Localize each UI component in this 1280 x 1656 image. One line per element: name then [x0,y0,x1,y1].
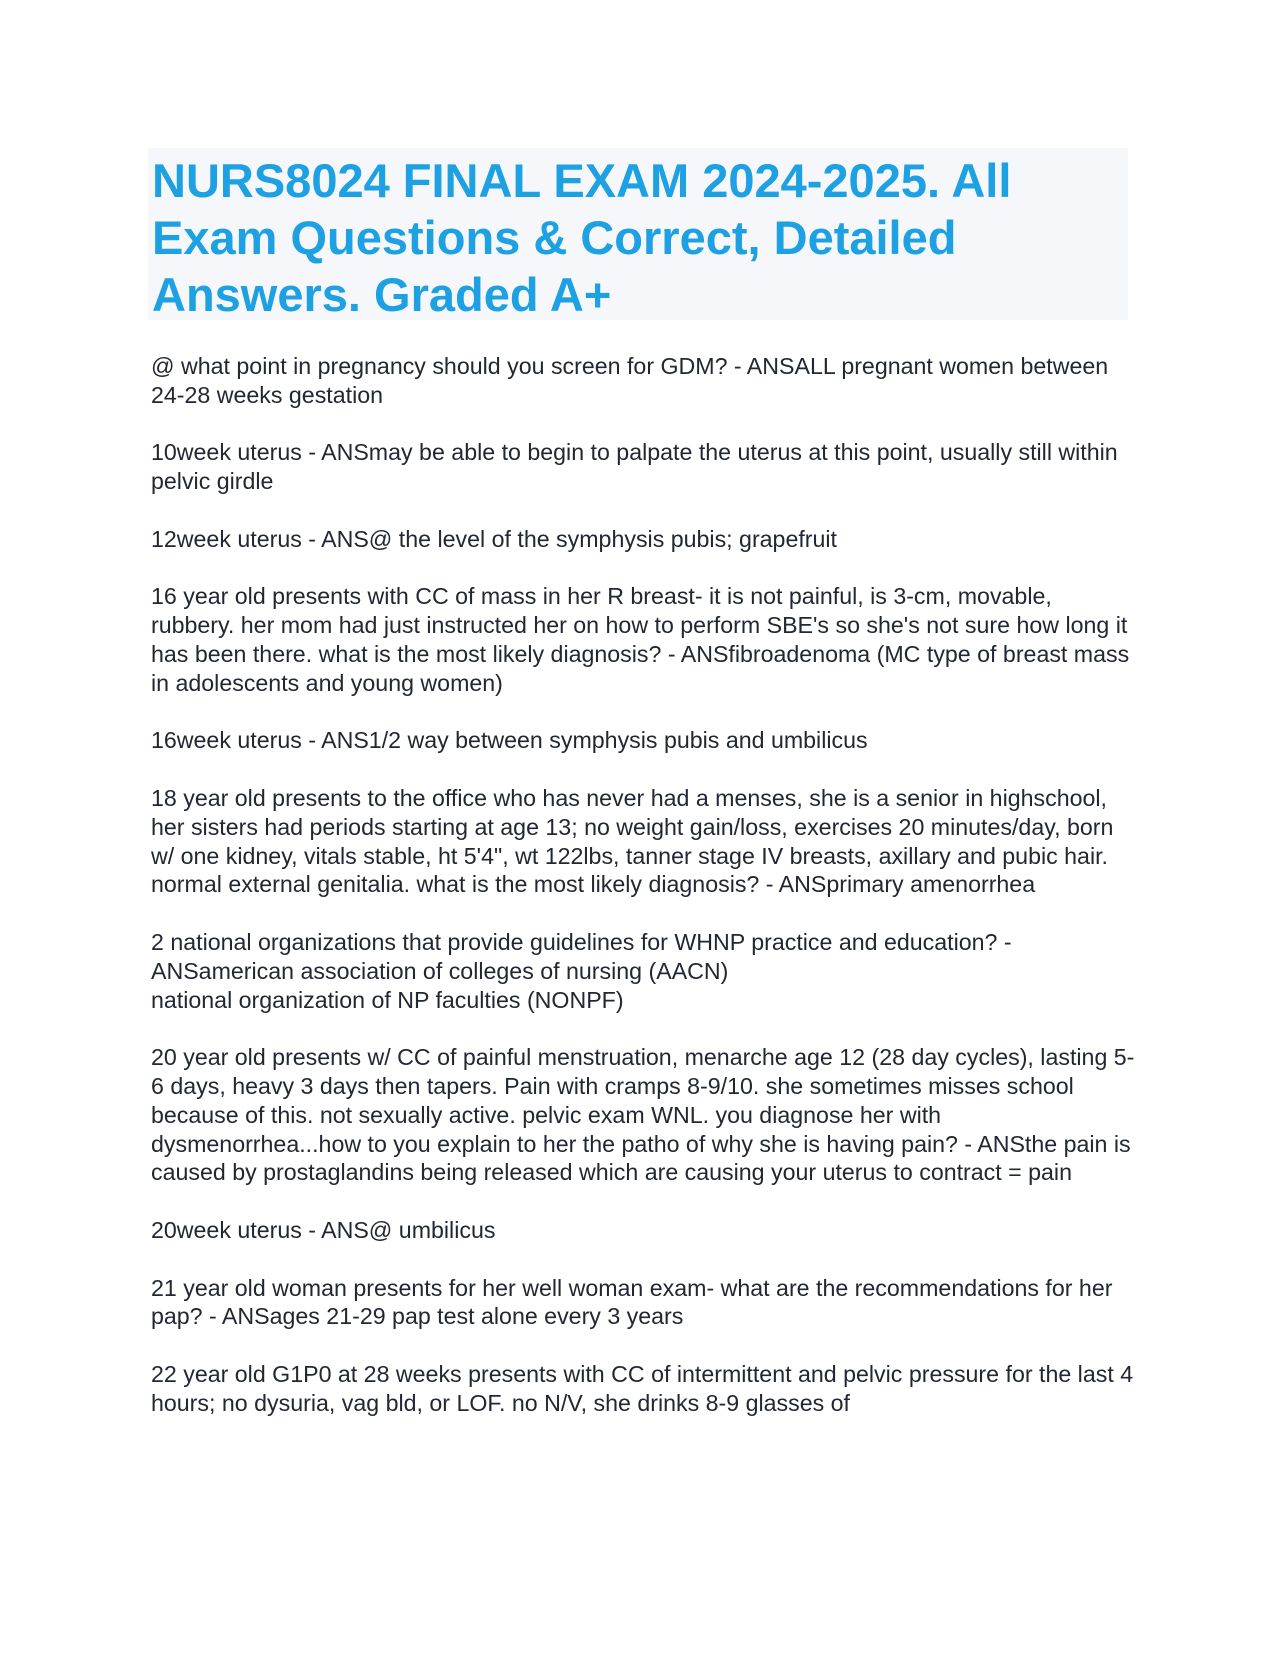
document-body [151,352,1135,1417]
document-title: NURS8024 FINAL EXAM 2024-2025. All Exam Questions & Correct, Detailed Answers. Graded A+ [152,154,1012,321]
qa-entry: 22 year old G1P0 at 28 weeks presents with CC of intermittent and pelvic pressure for the last 4 hours; no dysuria, vag bld, or LOF. no N/V, she drinks 8-9 glasses of [151,1360,1134,1416]
qa-entry: 12week uterus - ANS@ the level of the symphysis pubis; grapefruit [151,525,838,552]
qa-entry: 18 year old presents to the office who has never had a menses, she is a senior in highschool, her sisters had periods starting at age 13; no weight gain/loss, exercises 20 minutes/day, born w/ one kidney, vitals stable, ht 5'4", wt 122lbs, tanner stage IV breasts, axillary and pubic hair. normal external genitalia. what is the most likely diagnosis? - ANSprimary amenorrhea [151,784,1114,898]
qa-entry: 21 year old woman presents for her well woman exam- what are the recommendations for her pap? - ANSages 21-29 pap test alone every 3 years [151,1274,1113,1330]
qa-entry: 20 year old presents w/ CC of painful menstruation, menarche age 12 (28 day cycles), lasting 5-6 days, heavy 3 days then tapers. Pain with cramps 8-9/10. she sometimes misses school because of this. not sexually active. pelvic exam WNL. you diagnose her with dysmenorrhea...how to you explain to her the patho of why she is having pain? - ANSthe pain is caused by prostaglandins being released which are causing your uterus to contract = pain [151,1044,1135,1186]
qa-entry: 20week uterus - ANS@ umbilicus [151,1216,496,1243]
qa-entry: 10week uterus - ANSmay be able to begin to palpate the uterus at this point, usually still within pelvic girdle [151,439,1118,495]
qa-entry: @ what point in pregnancy should you screen for GDM? - ANSALL pregnant women between 24-28 weeks gestation [151,353,1109,408]
qa-entry: 16 year old presents with CC of mass in her R breast- it is not painful, is 3-cm, movable, rubbery. her mom had just instructed her on how to perform SBE's so she's not sure how long it has been there. what is the most likely diagnosis? - ANSfibroadenoma (MC type of breast mass in adolescents and young women) [151,583,1130,696]
qa-entry: 16week uterus - ANS1/2 way between symphysis pubis and umbilicus [151,727,868,754]
title-block [148,148,1128,320]
qa-entry: 2 national organizations that provide guidelines for WHNP practice and education? - ANSamerican association of colleges of nursing (AACN) national organization of NP faculties (NONPF) [151,928,1012,1013]
